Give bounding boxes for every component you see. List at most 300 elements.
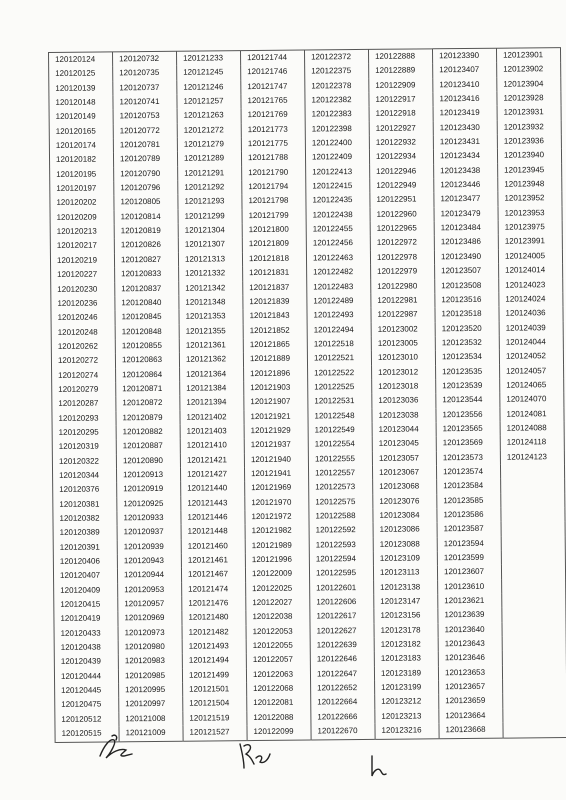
roll-number-cell: 120122027 [246, 596, 310, 611]
roll-number-cell: 120120274 [52, 368, 116, 383]
roll-number-cell: 120120890 [116, 453, 180, 468]
roll-number-cell: 120120293 [52, 411, 116, 426]
roll-number-cell: 120121448 [181, 524, 245, 539]
roll-number-cell: 120121402 [180, 410, 244, 425]
roll-number-cell: 120121342 [179, 281, 243, 296]
roll-number-cell: 120123113 [373, 566, 437, 581]
roll-number-cell: 120120219 [50, 253, 114, 268]
roll-number-cell: 120121246 [177, 80, 241, 95]
roll-number-cell: 120123639 [438, 608, 502, 623]
roll-number-cell: 120124118 [500, 435, 564, 450]
roll-number-cell: 120123945 [498, 163, 562, 178]
roll-number-cell: 120123932 [497, 120, 561, 135]
roll-number-cell: 120122932 [369, 135, 433, 150]
roll-number-cell: 120121769 [241, 108, 305, 123]
roll-number-cell: 120122435 [306, 193, 370, 208]
roll-number-cell: 120120438 [54, 640, 118, 655]
roll-number-cell: 120123953 [498, 206, 562, 221]
roll-number-cell: 120121794 [242, 180, 306, 195]
roll-number-cell: 120123991 [498, 235, 562, 250]
roll-number-cell [501, 536, 565, 551]
roll-number-cell: 120121940 [244, 452, 308, 467]
roll-number-cell: 120120165 [49, 124, 113, 139]
roll-number-cell: 120123607 [437, 565, 501, 580]
roll-number-cell: 120121233 [176, 51, 240, 66]
roll-number-cell: 120123212 [375, 695, 439, 710]
roll-number-cell: 120120287 [52, 397, 116, 412]
roll-number-cell: 120123182 [374, 637, 438, 652]
roll-number-cell: 120122415 [306, 179, 370, 194]
roll-number-cell: 120120236 [51, 296, 115, 311]
roll-number-cell: 120122382 [305, 93, 369, 108]
roll-number-cell: 120120939 [117, 539, 181, 554]
roll-number-cell: 120121747 [241, 79, 305, 94]
roll-number-cell: 120123407 [433, 63, 497, 78]
roll-number-cell: 120120848 [115, 324, 179, 339]
roll-number-cell: 120121773 [241, 122, 305, 137]
roll-number-cell: 120121921 [244, 409, 308, 424]
roll-number-cell: 120121440 [181, 481, 245, 496]
roll-number-cell: 120120969 [118, 611, 182, 626]
roll-number-cell: 120122555 [308, 452, 372, 467]
roll-number-cell: 120122383 [305, 107, 369, 122]
roll-number-cell: 120120980 [118, 640, 182, 655]
roll-number-cell: 120122482 [307, 265, 371, 280]
roll-number-cell: 120122063 [246, 667, 310, 682]
roll-number-cell: 120122639 [310, 638, 374, 653]
roll-number-cell: 120121474 [182, 582, 246, 597]
roll-number-cell: 120120919 [117, 482, 181, 497]
roll-number-cell: 120120182 [49, 153, 113, 168]
roll-number-cell: 120121421 [180, 453, 244, 468]
roll-number-cell [501, 493, 565, 508]
roll-number-cell: 120122413 [306, 165, 370, 180]
roll-number-cell: 120123518 [435, 307, 499, 322]
roll-number-cell: 120122652 [311, 681, 375, 696]
roll-number-cell: 120121837 [243, 280, 307, 295]
roll-number-cell: 120123018 [372, 379, 436, 394]
roll-number-cell: 120120445 [55, 683, 119, 698]
roll-number-cell: 120121996 [245, 553, 309, 568]
roll-number-cell: 120123477 [434, 192, 498, 207]
roll-number-cell: 120121291 [178, 166, 242, 181]
roll-number-cell: 120120845 [115, 310, 179, 325]
roll-number-cell: 120123045 [372, 437, 436, 452]
roll-number-cell: 120120827 [114, 253, 178, 268]
roll-number-cell: 120123410 [433, 77, 497, 92]
roll-number-cell: 120123534 [435, 350, 499, 365]
roll-number-cell: 120123653 [438, 665, 502, 680]
roll-number-cell [502, 579, 566, 594]
roll-number-cell: 120121907 [244, 395, 308, 410]
roll-number-cell: 120123156 [374, 609, 438, 624]
roll-number-cell: 120120805 [114, 195, 178, 210]
roll-number-cell: 120123010 [371, 351, 435, 366]
roll-number-cell: 120122664 [311, 695, 375, 710]
roll-number-cell: 120123044 [372, 422, 436, 437]
roll-number-cell: 120122617 [310, 609, 374, 624]
roll-number-cell: 120120419 [54, 612, 118, 627]
roll-number-cell: 120122980 [371, 279, 435, 294]
roll-number-cell: 120121410 [180, 438, 244, 453]
roll-number-cell: 120121245 [177, 65, 241, 80]
roll-number-cell: 120123532 [435, 336, 499, 351]
roll-number-cell [503, 708, 566, 723]
roll-number-cell: 120121292 [178, 180, 242, 195]
roll-number-cell: 120122463 [306, 251, 370, 266]
roll-number-cell: 120122960 [370, 207, 434, 222]
roll-number-cell: 120121394 [180, 395, 244, 410]
roll-number-cell: 120123668 [439, 723, 503, 738]
roll-number-cell: 120123438 [434, 163, 498, 178]
roll-number-cell: 120120943 [117, 554, 181, 569]
roll-number-cell: 120121364 [180, 367, 244, 382]
roll-number-cell: 120120953 [118, 582, 182, 597]
roll-number-cell: 120120124 [49, 52, 113, 67]
roll-number-cell: 120120382 [53, 511, 117, 526]
roll-number-cell: 120123520 [435, 321, 499, 336]
roll-number-cell: 120120409 [54, 583, 118, 598]
roll-number-cell: 120120819 [114, 224, 178, 239]
roll-number-table [48, 47, 566, 742]
roll-number-cell: 120123213 [375, 709, 439, 724]
roll-number-cell: 120123183 [374, 652, 438, 667]
roll-number-cell: 120122666 [311, 710, 375, 725]
roll-number-cell: 120121799 [242, 208, 306, 223]
roll-number-cell: 120123556 [436, 407, 500, 422]
roll-number-cell: 120122888 [368, 49, 432, 64]
roll-number-cell: 120122489 [307, 294, 371, 309]
roll-number-cell: 120122057 [246, 653, 310, 668]
roll-number-cell: 120120933 [117, 511, 181, 526]
roll-number-cell: 120121476 [182, 596, 246, 611]
roll-number-cell: 120121852 [243, 323, 307, 338]
roll-number-cell: 120123640 [438, 622, 502, 637]
roll-number-cell: 120120148 [49, 95, 113, 110]
roll-number-cell: 120123109 [373, 551, 437, 566]
roll-number-cell: 120123057 [372, 451, 436, 466]
roll-number-cell: 120120195 [50, 167, 114, 182]
roll-number-cell: 120123490 [434, 249, 498, 264]
roll-number-cell: 120122549 [308, 423, 372, 438]
roll-number-cell: 120120230 [51, 282, 115, 297]
roll-number-cell: 120123147 [374, 594, 438, 609]
roll-number-cell: 120124081 [500, 407, 564, 422]
roll-number-cell: 120122965 [370, 221, 434, 236]
roll-number-cell: 120121467 [181, 568, 245, 583]
roll-number-cell: 120120209 [50, 210, 114, 225]
roll-number-cell: 120120863 [115, 353, 179, 368]
roll-number-cell: 120123068 [373, 480, 437, 495]
roll-number-cell: 120120937 [117, 525, 181, 540]
roll-number-cell: 120123486 [434, 235, 498, 250]
roll-number-cell: 120124014 [499, 263, 563, 278]
roll-number-cell: 120123586 [437, 508, 501, 523]
roll-number-cell: 120120227 [51, 268, 115, 283]
roll-number-cell: 120121843 [243, 309, 307, 324]
roll-number-cell: 120121480 [182, 611, 246, 626]
roll-number-cell: 120120985 [118, 669, 182, 684]
roll-number-cell: 120120202 [50, 196, 114, 211]
roll-number-cell: 120122531 [308, 394, 372, 409]
roll-number-cell: 120122575 [309, 495, 373, 510]
roll-number-cell: 120120772 [113, 123, 177, 138]
roll-number-cell: 120120840 [115, 296, 179, 311]
roll-number-cell: 120124024 [499, 292, 563, 307]
roll-number-cell: 120123479 [434, 206, 498, 221]
roll-number-cell [502, 622, 566, 637]
roll-number-cell: 120123416 [433, 92, 497, 107]
roll-number-cell: 120122670 [311, 724, 375, 739]
roll-number-cell [502, 607, 566, 622]
roll-number-cell: 120120381 [53, 497, 117, 512]
roll-number-cell: 120123067 [372, 465, 436, 480]
roll-number-cell: 120120737 [113, 80, 177, 95]
roll-number-cell: 120121361 [179, 338, 243, 353]
roll-number-cell: 120121443 [181, 496, 245, 511]
roll-number-cell: 120121008 [119, 712, 183, 727]
roll-number-cell: 120120882 [116, 425, 180, 440]
roll-number-cell: 120121403 [180, 424, 244, 439]
roll-number-cell: 120120837 [115, 281, 179, 296]
roll-number-cell: 120120887 [116, 439, 180, 454]
roll-number-cell: 120121313 [178, 252, 242, 267]
roll-number-cell: 120124023 [499, 278, 563, 293]
roll-number-cell: 120122951 [370, 193, 434, 208]
roll-number-cell: 120123178 [374, 623, 438, 638]
roll-number-cell: 120120871 [116, 382, 180, 397]
roll-number-cell: 120122493 [307, 308, 371, 323]
roll-number-cell: 120123138 [374, 580, 438, 595]
roll-number-cell: 120121970 [245, 495, 309, 510]
roll-number-cell: 120123434 [433, 149, 497, 164]
roll-number-cell: 120122595 [309, 566, 373, 581]
roll-number-cell: 120121790 [242, 165, 306, 180]
roll-number-cell: 120121289 [177, 152, 241, 167]
roll-number-cell: 120120262 [51, 339, 115, 354]
roll-number-cell: 120120790 [114, 167, 178, 182]
roll-number-cell: 120121257 [177, 94, 241, 109]
roll-number-cell: 120123535 [436, 364, 500, 379]
roll-number-cell: 120120376 [53, 483, 117, 498]
roll-number-cell: 120120248 [51, 325, 115, 340]
roll-number-cell: 120121982 [245, 524, 309, 539]
roll-number-cell: 120122627 [310, 624, 374, 639]
roll-number-cell: 120123002 [371, 322, 435, 337]
roll-number-cell: 120122375 [305, 64, 369, 79]
roll-number-cell: 120121989 [245, 538, 309, 553]
roll-number-cell: 120122573 [309, 480, 373, 495]
signature-3 [366, 752, 394, 780]
roll-number-cell: 120121263 [177, 109, 241, 124]
roll-number-cell: 120121494 [182, 654, 246, 669]
roll-number-cell: 120122593 [309, 538, 373, 553]
roll-number-cell: 120123005 [371, 336, 435, 351]
roll-number-cell: 120120139 [49, 81, 113, 96]
roll-number-cell: 120121446 [181, 510, 245, 525]
roll-number-cell [503, 679, 566, 694]
roll-number-cell: 120123516 [435, 293, 499, 308]
roll-number-cell: 120122525 [308, 380, 372, 395]
roll-number-cell: 120121941 [244, 466, 308, 481]
roll-number-cell [501, 564, 565, 579]
roll-number-cell: 120121519 [183, 711, 247, 726]
roll-number-cell: 120121355 [179, 324, 243, 339]
roll-number-cell: 120121788 [241, 151, 305, 166]
roll-number-cell: 120120433 [54, 626, 118, 641]
roll-number-cell: 120120512 [55, 712, 119, 727]
roll-number-cell: 120123643 [438, 637, 502, 652]
roll-number-cell: 120121746 [241, 65, 305, 80]
roll-number-cell: 120120279 [52, 382, 116, 397]
roll-number-cell [500, 464, 564, 479]
roll-number-cell: 120123573 [436, 450, 500, 465]
roll-number-cell: 120122909 [369, 78, 433, 93]
roll-number-cell: 120121362 [179, 352, 243, 367]
roll-number-cell: 120122934 [369, 150, 433, 165]
roll-number-cell: 120123508 [435, 278, 499, 293]
roll-number-cell: 120122601 [310, 581, 374, 596]
roll-number-cell: 120120781 [113, 138, 177, 153]
roll-number-cell [502, 665, 566, 680]
roll-number-cell: 120123621 [438, 594, 502, 609]
roll-number-cell: 120121831 [243, 266, 307, 281]
roll-number-cell: 120123430 [433, 120, 497, 135]
roll-number-cell: 120124057 [500, 364, 564, 379]
roll-number-cell: 120122494 [307, 322, 371, 337]
roll-number-cell: 120120444 [54, 669, 118, 684]
roll-number-cell: 120121865 [243, 337, 307, 352]
roll-number-cell: 120123585 [437, 493, 501, 508]
roll-number-cell: 120121299 [178, 209, 242, 224]
roll-number-cell: 120122979 [371, 264, 435, 279]
roll-number-cell: 120123419 [433, 106, 497, 121]
roll-number-cell: 120123199 [375, 680, 439, 695]
roll-number-cell: 120122521 [307, 351, 371, 366]
roll-number-cell: 120122592 [309, 523, 373, 538]
roll-number-cell: 120123569 [436, 436, 500, 451]
roll-number-cell: 120120515 [55, 727, 119, 742]
roll-number-cell: 120122588 [309, 509, 373, 524]
roll-number-cell: 120122378 [305, 79, 369, 94]
roll-number-cell: 120121765 [241, 94, 305, 109]
roll-number-cell: 120121501 [183, 682, 247, 697]
roll-number-cell: 120121744 [240, 50, 304, 65]
roll-number-cell: 120124070 [500, 392, 564, 407]
roll-number-cell: 120123012 [372, 365, 436, 380]
roll-number-cell: 120120864 [116, 367, 180, 382]
roll-number-cell: 120122518 [307, 337, 371, 352]
roll-number-cell: 120123076 [373, 494, 437, 509]
roll-number-cell: 120122557 [308, 466, 372, 481]
roll-number-cell: 120121353 [179, 309, 243, 324]
roll-number-cell: 120123904 [497, 77, 561, 92]
roll-number-cell: 120121504 [183, 697, 247, 712]
roll-number-cell: 120122981 [371, 293, 435, 308]
roll-number-cell: 120122409 [305, 150, 369, 165]
roll-number-cell: 120123038 [372, 408, 436, 423]
roll-number-cell [501, 507, 565, 522]
roll-number-cell: 120120322 [52, 454, 116, 469]
roll-number-cell: 120123975 [498, 220, 562, 235]
roll-number-cell: 120121889 [243, 352, 307, 367]
roll-number-cell: 120122025 [246, 581, 310, 596]
roll-number-cell: 120121937 [244, 438, 308, 453]
roll-number-cell: 120123659 [439, 694, 503, 709]
roll-number-cell: 120120213 [50, 224, 114, 239]
roll-number-cell: 120120913 [116, 468, 180, 483]
roll-number-cell: 120123901 [496, 48, 560, 63]
roll-number-cell: 120122606 [310, 595, 374, 610]
roll-number-cell: 120120389 [53, 526, 117, 541]
roll-number-cell: 120121839 [243, 294, 307, 309]
roll-number-cell [503, 694, 566, 709]
roll-number-cell: 120122081 [247, 696, 311, 711]
roll-number-grid [48, 47, 566, 742]
roll-number-cell: 120122522 [308, 365, 372, 380]
roll-number-cell: 120122398 [305, 122, 369, 137]
roll-number-cell: 120120872 [116, 396, 180, 411]
roll-number-cell: 120120125 [49, 67, 113, 82]
roll-number-cell: 120121798 [242, 194, 306, 209]
roll-number-cell: 120121482 [182, 625, 246, 640]
roll-number-cell: 120123539 [436, 379, 500, 394]
roll-number-cell: 120120149 [49, 110, 113, 125]
roll-number-cell: 120121272 [177, 123, 241, 138]
roll-number-cell: 120122438 [306, 208, 370, 223]
roll-number-cell: 120120741 [113, 95, 177, 110]
roll-number-cell: 120122372 [304, 49, 368, 64]
roll-number-cell: 120122594 [309, 552, 373, 567]
roll-number-cell: 120122483 [307, 279, 371, 294]
roll-number-cell: 120120217 [50, 239, 114, 254]
roll-number-cell: 120120732 [113, 51, 177, 66]
roll-number-cell: 120124044 [499, 335, 563, 350]
roll-number-cell: 120120406 [53, 554, 117, 569]
roll-number-cell: 120121460 [181, 539, 245, 554]
roll-number-cell: 120122088 [247, 710, 311, 725]
roll-number-cell: 120123936 [497, 134, 561, 149]
roll-number-cell: 120120789 [113, 152, 177, 167]
roll-number-cell: 120123940 [497, 148, 561, 163]
roll-number-cell: 120123902 [497, 62, 561, 77]
roll-number-cell: 120124088 [500, 421, 564, 436]
roll-number-cell [502, 593, 566, 608]
roll-number-cell: 120120753 [113, 109, 177, 124]
roll-number-cell: 120121304 [178, 223, 242, 238]
roll-number-cell: 120122972 [370, 236, 434, 251]
roll-number-cell: 120122548 [308, 409, 372, 424]
roll-number-cell: 120122053 [246, 624, 310, 639]
roll-number-cell: 120121969 [245, 481, 309, 496]
roll-number-cell: 120123484 [434, 221, 498, 236]
roll-number-cell: 120122456 [306, 236, 370, 251]
roll-number-cell: 120122068 [247, 682, 311, 697]
roll-number-cell: 120122927 [369, 121, 433, 136]
roll-number-cell: 120120344 [53, 468, 117, 483]
roll-number-cell: 120121493 [182, 639, 246, 654]
roll-number-cell: 120122949 [370, 178, 434, 193]
roll-number-cell [501, 521, 565, 536]
roll-number-cell: 120123565 [436, 422, 500, 437]
roll-number-cell: 120120272 [51, 354, 115, 369]
roll-number-cell: 120124065 [500, 378, 564, 393]
roll-number-cell: 120124123 [500, 450, 564, 465]
roll-number-cell: 120120246 [51, 311, 115, 326]
roll-number-cell: 120123446 [434, 178, 498, 193]
roll-number-cell: 120120475 [55, 698, 119, 713]
roll-number-cell: 120124005 [498, 249, 562, 264]
